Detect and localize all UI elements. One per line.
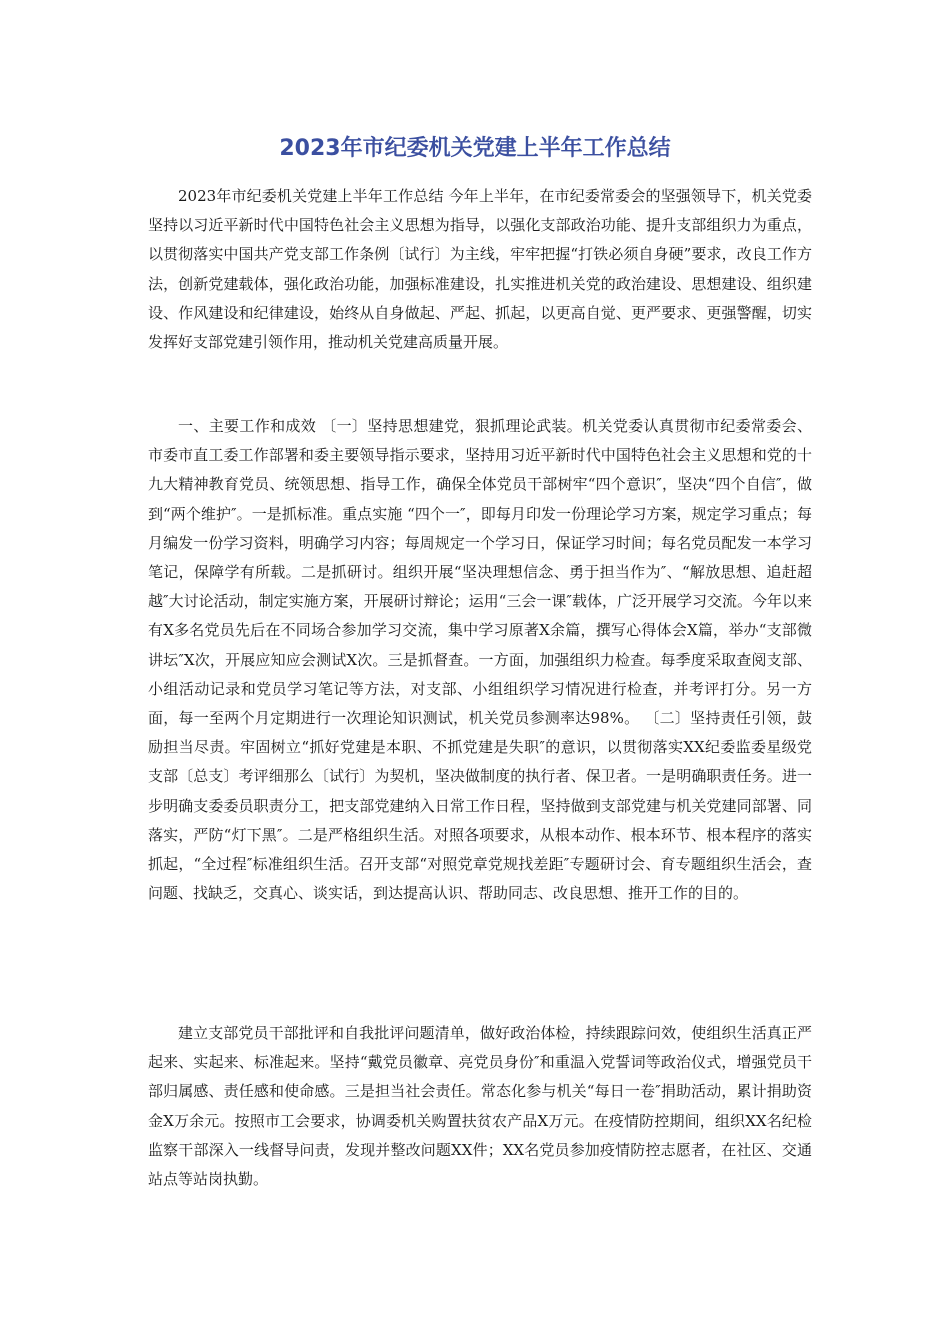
document-title: 2023年市纪委机关党建上半年工作总结 (279, 136, 671, 161)
paragraph-continuation: 建立支部党员干部批评和自我批评问题清单，做好政治体检，持续跟踪问效，使组织生活真正严起来、实起来、标准起来。坚持“戴党员徽章、亮党员身份″和重温入党誓词等政治仪式，增强党员干部归属感、责任感和使命感。三是担当社会责任。常态化参与机关“每日一卷″捐助活动，累计捐助资金X万余元。按照市工会要求，协调委机关购置扶贫农产品X万元。在疫情防控期间，组织XX名纪检监察干部深入一线督导问责，发现并整改问题XX件；XX名党员参加疫情防控志愿者，在社区、交通站点等站岗执勤。 (148, 1024, 812, 1189)
paragraph-intro: 2023年市纪委机关党建上半年工作总结 今年上半年，在市纪委常委会的坚强领导下，机关党委坚持以习近平新时代中国特色社会主义思想为指导，以强化支部政治功能、提升支部组织力为重点，以贯彻落实中国共产党支部工作条例〔试行〕为主线，牢牢把握“打铁必须自身硬”要求，改良工作方法，创新党建载体，强化政治功能，加强标准建设，扎实推进机关党的政治建设、思想建设、组织建设、作风建设和纪律建设，始终从自身做起、严起、抓起，以更高自觉、更严要求、更强警醒，切实发挥好支部党建引领作用，推动机关党建高质量开展。 (148, 187, 812, 352)
paragraph-main-work: 一、主要工作和成效 〔一〕坚持思想建党，狠抓理论武装。机关党委认真贯彻市纪委常委会、市委市直工委工作部署和委主要领导指示要求，坚持用习近平新时代中国特色社会主义思想和党的十九大精神教育党员、统领思想、指导工作，确保全体党员干部树牢“四个意识″，坚决“四个自信″，做到“两个维护″。一是抓标准。重点实施 “四个一″，即每月印发一份理论学习方案，规定学习重点；每月编发一份学习资料，明确学习内容；每周规定一个学习日，保证学习时间；每名党员配发一本学习笔记，保障学有所载。二是抓研讨。组织开展“坚决理想信念、勇于担当作为″、“解放思想、追赶超越″大讨论活动，制定实施方案，开展研讨辩论；运用“三会一课″载体，广泛开展学习交流。今年以来有X多名党员先后在不同场合参加学习交流，集中学习原著X余篇，撰写心得体会X篇，举办“支部微讲坛″X次，开展应知应会测试X次。三是抓督查。一方面，加强组织力检查。每季度采取查阅支部、小组活动记录和党员学习笔记等方法，对支部、小组组织学习情况进行检查，并考评打分。另一方面，每一至两个月定期进行一次理论知识测试，机关党员参测率达98%。 〔二〕坚持责任引领，鼓励担当尽责。牢固树立“抓好党建是本职、不抓党建是失职″的意识，以贯彻落实XX纪委监委星级党支部〔总支〕考评细那么〔试行〕为契机，坚决做制度的执行者、保卫者。一是明确职责任务。进一步明确支委委员职责分工，把支部党建纳入日常工作日程，坚持做到支部党建与机关党建同部署、同落实，严防“灯下黑″。二是严格组织生活。对照各项要求，从根本动作、根本环节、根本程序的落实抓起，“全过程″标准组织生活。召开支部“对照党章党规找差距″专题研讨会、育专题组织生活会，查问题、找缺乏，交真心、谈实话，到达提高认识、帮助同志、改良思想、推开工作的目的。 (148, 417, 812, 903)
